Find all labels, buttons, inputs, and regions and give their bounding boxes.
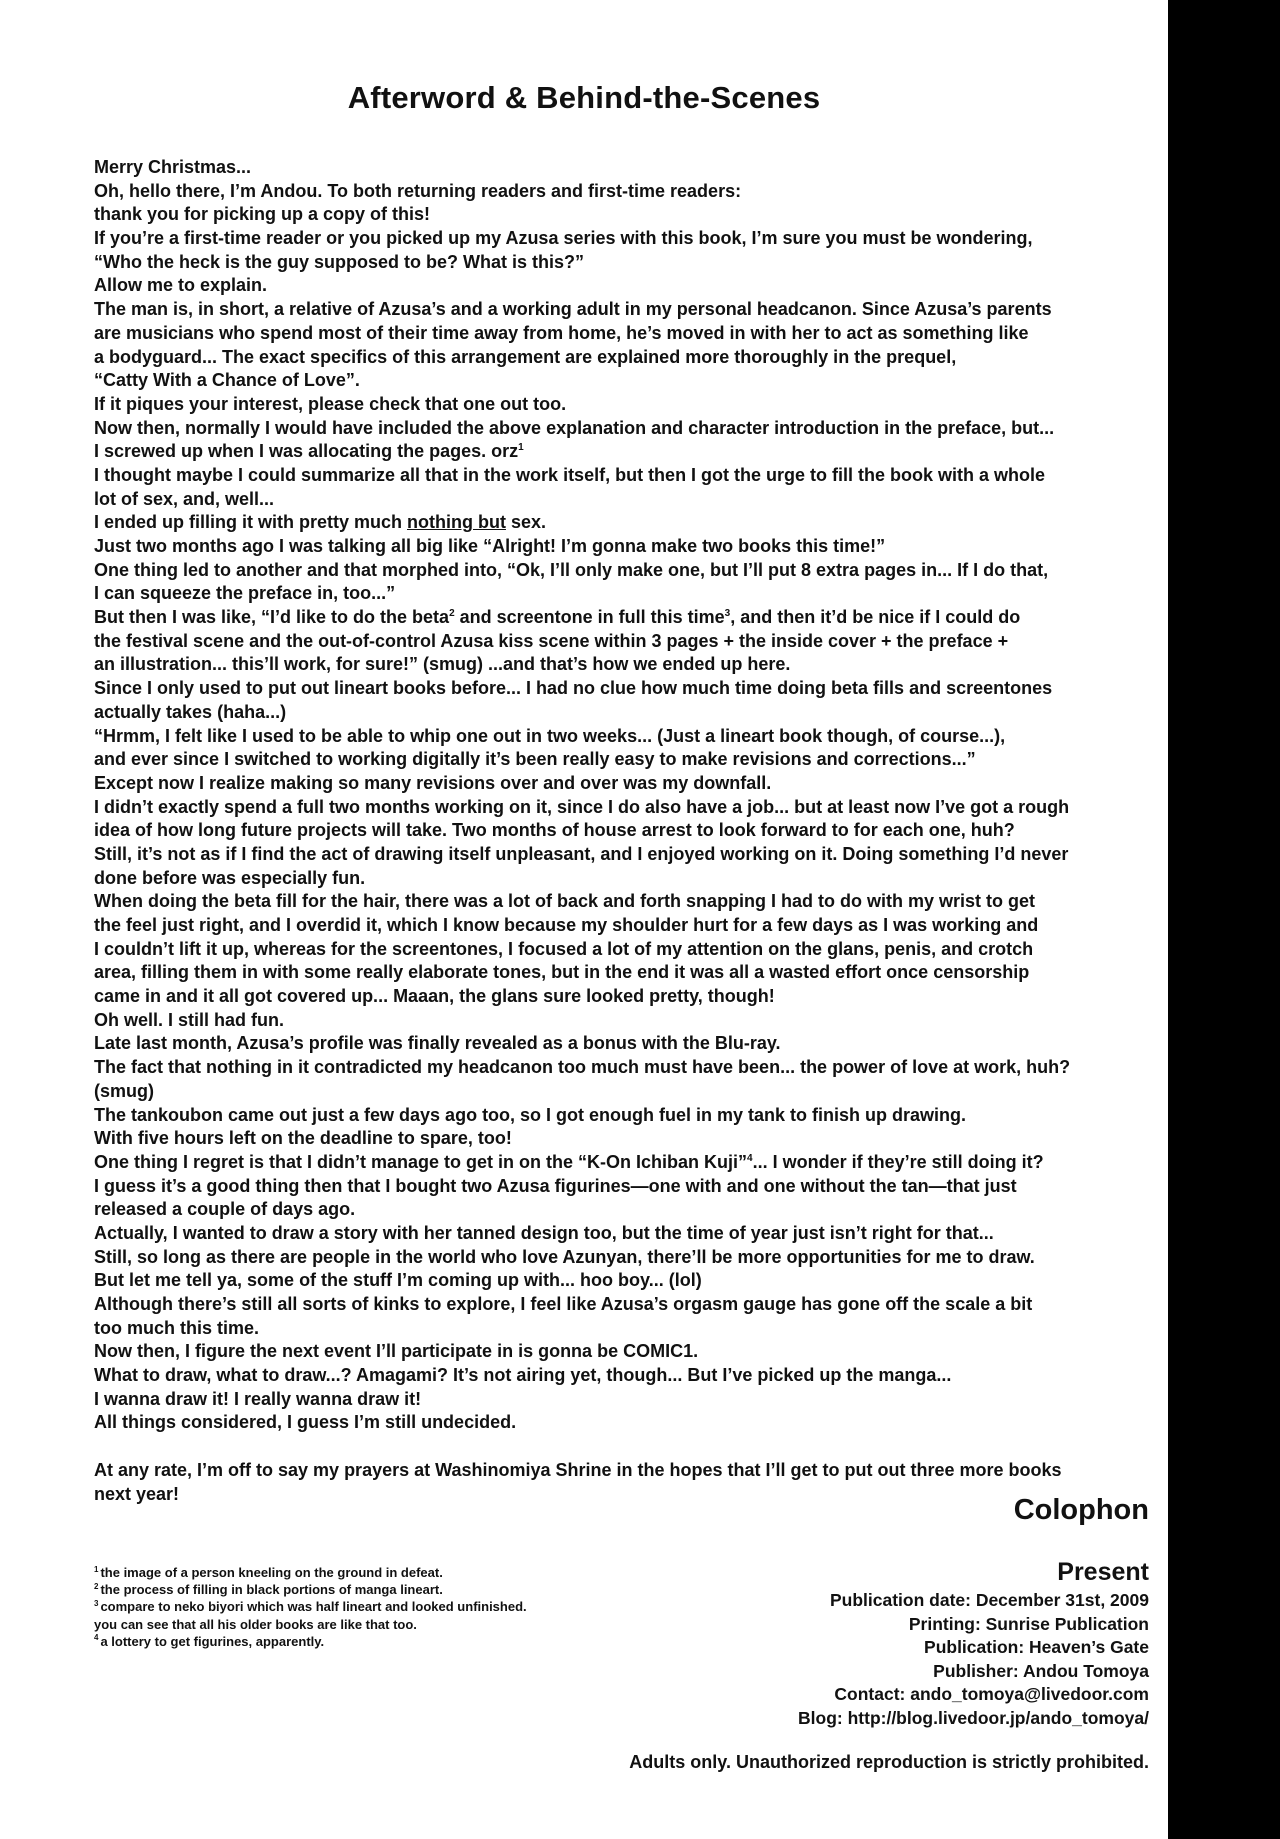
footnote: you can see that all his older books are like that too. <box>94 1616 417 1632</box>
body-line: I guess it’s a good thing then that I bought two Azusa figurines—one with and one without the tan—that just <box>94 1175 1017 1196</box>
body-line: I wanna draw it! I really wanna draw it! <box>94 1388 422 1409</box>
colophon-details <box>798 1589 1149 1730</box>
body-line: Now then, normally I would have included the above explanation and character introduction in the preface, but... <box>94 417 1055 438</box>
body-line: “Who the heck is the guy supposed to be? What is this?” <box>94 251 585 272</box>
paragraph-gap <box>94 1435 1154 1459</box>
body-line: the feel just right, and I overdid it, which I know because my shoulder hurt for a few days as I was working and <box>94 915 1039 935</box>
body-line: Merry Christmas... <box>94 157 252 177</box>
body-line: Actually, I wanted to draw a story with her tanned design too, but the time of year just isn’t right for that... <box>94 1222 994 1243</box>
right-black-strip <box>1168 0 1280 1839</box>
footnote: $^4$ a lottery to get figurines, apparently. <box>94 1633 325 1649</box>
body-line: One thing led to another and that morphed into, “Ok, I’ll only make one, but I’ll put 8 extra pages in... If I do that, <box>94 559 1049 580</box>
body-line: Although there’s still all sorts of kinks to explore, I feel like Azusa’s orgasm gauge has gone off the scale a bit <box>94 1294 1033 1314</box>
footnote-number: 3 <box>94 1599 99 1609</box>
footnote: $^2$ the process of filling in black portions of manga lineart. <box>94 1581 443 1598</box>
body-line: done before was especially fun. <box>94 867 366 888</box>
body-line: I thought maybe I could summarize all that in the work itself, but then I got the urge to fill the book with a whole <box>94 464 1046 485</box>
colophon-line: Publisher: Andou Tomoya <box>933 1660 1149 1681</box>
body-line: If you’re a first-time reader or you picked up my Azusa series with this book, I’m sure you must be wondering, <box>94 228 1033 249</box>
body-line: I can squeeze the preface in, too...” <box>94 583 396 604</box>
circle-name: Present <box>1057 1558 1149 1586</box>
body-line: But then I was like, “I’d like to do the beta$^2$ and screentone in full this time$^3$, and then it’d be nice if I could do <box>94 607 1021 628</box>
colophon-line: Publication date: December 31st, 2009 <box>829 1590 1149 1610</box>
body-line: (smug) <box>94 1080 154 1101</box>
body-line: Still, it’s not as if I find the act of drawing itself unpleasant, and I enjoyed working on it. Doing something I’d never <box>94 843 1069 864</box>
colophon-line: Blog: http://blog.livedoor.jp/ando_tomoya/ <box>798 1707 1149 1728</box>
body-line: With five hours left on the deadline to spare, too! <box>94 1128 512 1149</box>
colophon-line: Publication: Heaven’s Gate <box>924 1637 1149 1657</box>
colophon-heading: Colophon <box>1013 1494 1149 1526</box>
body-line: The man is, in short, a relative of Azusa’s and a working adult in my personal headcanon. Since Azusa’s parents <box>94 299 1052 320</box>
body-line: I couldn’t lift it up, whereas for the screentones, I focused a lot of my attention on the glans, penis, and crotch <box>94 938 1034 959</box>
body-line: One thing I regret is that I didn’t manage to get in on the “K-On Ichiban Kuji”$^4$... I wonder if they’re still doing it? <box>94 1151 1044 1172</box>
footnote-ref: 4 <box>747 1152 753 1164</box>
body-line: Except now I realize making so many revisions over and over was my downfall. <box>94 772 772 793</box>
underlined-text: nothing but <box>407 512 506 533</box>
body-line: thank you for picking up a copy of this! <box>94 204 431 225</box>
footnote: $^3$ compare to neko biyori which was half lineart and looked unfinished. <box>94 1599 527 1615</box>
body-line: a bodyguard... The exact specifics of this arrangement are explained more thoroughly in the prequel, <box>94 346 957 367</box>
afterword-body <box>94 156 1154 1506</box>
body-line: The fact that nothing in it contradicted my headcanon too much must have been... the power of love at work, huh? <box>94 1057 1071 1078</box>
body-line: released a couple of days ago. <box>94 1199 356 1220</box>
body-line: “Catty With a Chance of Love”. <box>94 370 360 391</box>
footnote-ref: 1 <box>518 442 524 454</box>
body-line: I ended up filling it with pretty much nothing but sex. <box>94 512 547 533</box>
body-line: Now then, I figure the next event I’ll participate in is gonna be COMIC1. <box>94 1341 699 1362</box>
body-line: Oh well. I still had fun. <box>94 1009 285 1030</box>
body-line: the festival scene and the out-of-control Azusa kiss scene within 3 pages + the inside cover + the preface + <box>94 630 1009 651</box>
body-line: All things considered, I guess I’m still undecided. <box>94 1412 517 1433</box>
footnote: $^1$ the image of a person kneeling on the ground in defeat. <box>94 1564 443 1580</box>
body-line: Still, so long as there are people in the world who love Azunyan, there’ll be more opportunities for me to draw. <box>94 1246 1035 1267</box>
body-line: If it piques your interest, please check that one out too. <box>94 393 567 414</box>
footnote-ref: 2 <box>449 608 455 620</box>
body-line: Since I only used to put out lineart books before... I had no clue how much time doing beta fills and screentones <box>94 678 1053 699</box>
body-line: The tankoubon came out just a few days ago too, so I got enough fuel in my tank to finish up drawing. <box>94 1104 967 1125</box>
body-line: too much this time. <box>94 1317 260 1338</box>
body-line: “Hrmm, I felt like I used to be able to whip one out in two weeks... (Just a lineart book though, of course...), <box>94 725 1006 746</box>
body-line: area, filling them in with some really elaborate tones, but in the end it was all a wasted effort once censorship <box>94 962 1030 983</box>
body-line: Just two months ago I was talking all big like “Alright! I’m gonna make two books this time!” <box>94 536 886 556</box>
body-line: next year! <box>94 1483 180 1504</box>
body-line: actually takes (haha...) <box>94 701 287 722</box>
footnotes <box>94 1564 654 1650</box>
body-line: At any rate, I’m off to say my prayers at Washinomiya Shrine in the hopes that I’ll get to put out three more books <box>94 1459 1062 1480</box>
body-line: I didn’t exactly spend a full two months working on it, since I do also have a job... but at least now I’ve got a rough <box>94 796 1070 817</box>
body-line: lot of sex, and, well... <box>94 488 275 509</box>
colophon-line: Contact: ando_tomoya@livedoor.com <box>834 1684 1149 1704</box>
adults-only-notice: Adults only. Unauthorized reproduction is strictly prohibited. <box>629 1752 1149 1772</box>
body-line: Late last month, Azusa’s profile was finally revealed as a bonus with the Blu-ray. <box>94 1033 781 1054</box>
body-line: idea of how long future projects will take. Two months of house arrest to look forward to for each one, huh? <box>94 820 1015 841</box>
footnote-number: 2 <box>94 1581 99 1591</box>
footnote-number: 4 <box>94 1633 99 1643</box>
footnote-number: 1 <box>94 1564 99 1574</box>
body-line: I screwed up when I was allocating the pages. orz$^1$ <box>94 441 524 462</box>
body-line: Allow me to explain. <box>94 275 268 296</box>
body-line: an illustration... this’ll work, for sure!” (smug) ...and that’s how we ended up here. <box>94 654 791 675</box>
body-line: are musicians who spend most of their time away from home, he’s moved in with her to act as something like <box>94 322 1029 343</box>
body-line: What to draw, what to draw...? Amagami? It’s not airing yet, though... But I’ve picked up the manga... <box>94 1365 952 1386</box>
footnote-ref: 3 <box>724 608 731 620</box>
body-line: But let me tell ya, some of the stuff I’m coming up with... hoo boy... (lol) <box>94 1270 702 1291</box>
body-line: When doing the beta fill for the hair, there was a lot of back and forth snapping I had to do with my wrist to get <box>94 891 1036 912</box>
colophon-line: Printing: Sunrise Publication <box>908 1613 1149 1634</box>
body-line: came in and it all got covered up... Maaan, the glans sure looked pretty, though! <box>94 986 775 1007</box>
page-title: Afterword & Behind-the-Scenes <box>347 80 821 115</box>
body-line: and ever since I switched to working digitally it’s been really easy to make revisions and corrections...” <box>94 749 976 770</box>
body-line: Oh, hello there, I’m Andou. To both returning readers and first-time readers: <box>94 180 742 201</box>
